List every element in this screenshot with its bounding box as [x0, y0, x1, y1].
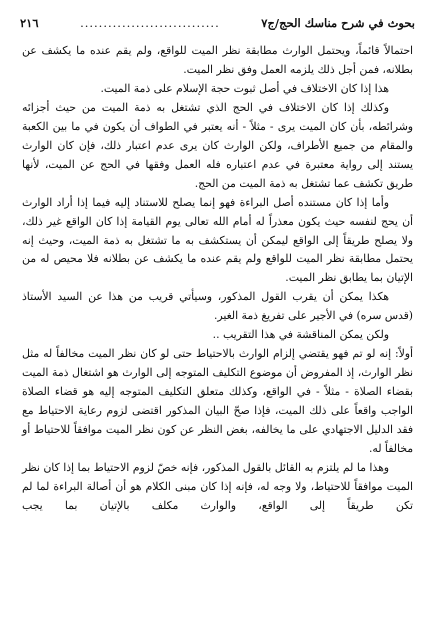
body-text — [22, 42, 413, 629]
running-title: بحوث في شرح مناسك الحج/ج٧ — [261, 16, 415, 30]
paragraph: احتمالاً قائماً، ويحتمل الوارث مطابقة نظر الميت للواقع، ولم يقم عنده ما يكشف عن بطلانه، فمن أجل ذلك يلزمه العمل وفق نظر الميت. — [22, 44, 413, 76]
paragraph: وأما إذا كان مستنده أصل البراءة فهو إنما يصلح للاستناد إليه فيما إذا أراد الوارث أن يحج لنفسه حيث يكون معذراً له أمام الله تعالى يوم القيامة إذا كان الواقع غير ذلك، ولا يصلح طريقاً إلى الواقع ليمكن أن يستكشف به ما تشتغل به ذمة الميت، وحيث إنه يحتمل مطابقة نظر الميت للواقع ولم يقم عنده ما يكشف عن بطلانه فلا محيص له من الإتيان بما يطابق نظر الميت. — [22, 195, 413, 285]
page-header — [20, 14, 415, 32]
paragraph: وهذا ما لم يلتزم به القائل بالقول المذكور، فإنه خصّ لزوم الاحتياط بما إذا كان نظر الميت موافقاً للاحتياط، ولا وجه له، فإنه إذا كان مبنى الكلام هو أن أصالة البراءة لما لم تكن طريقاً إلى الواقع، والوارث مكلف بالإتيان بما يجب — [22, 460, 413, 512]
page-number: ٢١٦ — [20, 16, 39, 30]
paragraph: هكذا يمكن أن يقرب القول المذكور، وسيأتي قريب من هذا عن السيد الأستاذ (قدس سره) في الأجير على تفريغ ذمة الغير. — [22, 290, 413, 323]
paragraph: أولاً: إنه لو تم فهو يقتضي إلزام الوارث بالاحتياط حتى لو كان نظر الميت مخالفاً له مثل نظر الوارث، إذ المفروض أن موضوع التكليف المتوجه إلى الوارث هو اشتغال ذمة الميت بقضاء الصلاة - مثلاً - في الواقع، وكذلك متعلق التكليف المتوجه إليه هو قضاء الصلاة الواجب واقعاً على ذلك الميت، فإذا صحّ البيان المذكور اقتضى لزوم رعاية الاحتياط مع فقد الدليل الاجتهادي على ما يخالفه، بغض النظر عن كون نظر الميت موافقاً للاحتياط أو مخالفاً له. — [22, 347, 413, 456]
paragraph: وكذلك إذا كان الاختلاف في الحج الذي تشتغل به ذمة الميت من حيث أجزائه وشرائطه، بأن كان الميت يرى - مثلاً - أنه يعتبر في الطواف أن يكون في ما بين الكعبة والمقام من جميع الأطراف، ولكن الوارث كان يرى عدم اعتبار ذلك، فإن كان الوارث يستند إلى رواية معتبرة في عدم اعتباره فله العمل وفقها في الحج عن الميت، لأنها طريق تكشف عما تشتغل به ذمة الميت من الحج. — [22, 100, 413, 190]
paragraph: هذا إذا كان الاختلاف في أصل ثبوت حجة الإسلام على ذمة الميت. — [100, 81, 389, 95]
paragraph: ولكن يمكن المناقشة في هذا التقريب .. — [212, 328, 389, 342]
header-dot-leader: .............................. — [80, 16, 220, 30]
